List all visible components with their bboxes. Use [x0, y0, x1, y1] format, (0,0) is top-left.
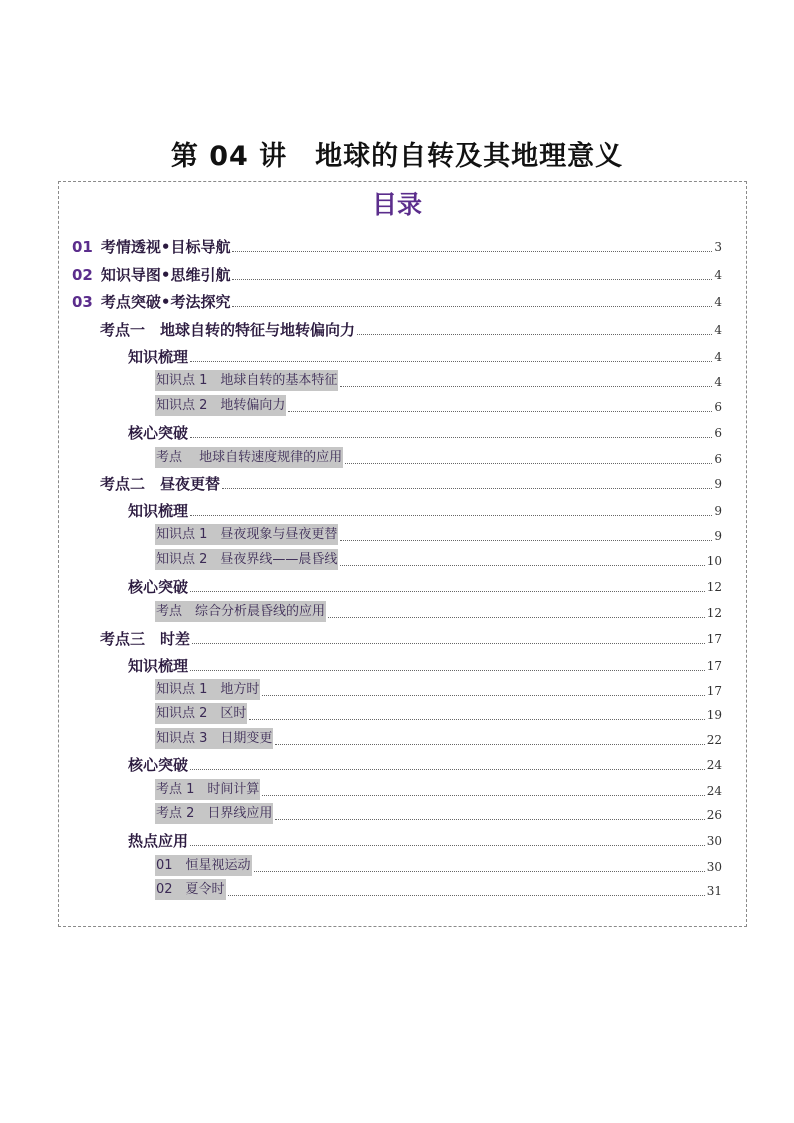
toc-page-number: 26 [706, 808, 722, 822]
toc-entry-label: 知识梳理 [128, 657, 189, 675]
toc-page-number: 3 [714, 240, 722, 254]
toc-page-number: 9 [714, 529, 722, 543]
toc-entry-knowledge-point[interactable] [155, 525, 722, 545]
toc-entry-exam-point[interactable] [155, 448, 722, 468]
dot-leader [232, 251, 712, 252]
toc-entry-hot-topic-item[interactable] [155, 856, 722, 876]
toc-page-number: 4 [714, 323, 722, 337]
toc-entry-hot-topic[interactable] [128, 830, 722, 850]
dot-leader [254, 871, 705, 872]
toc-entry-label: 知识点 1 地球自转的基本特征 [155, 370, 338, 391]
dot-leader [328, 617, 705, 618]
toc-entry-label: 知识点 2 地转偏向力 [155, 395, 286, 416]
toc-entry-knowledge-point[interactable] [155, 396, 722, 416]
toc-entry-label: 考点 2 日界线应用 [155, 803, 273, 824]
toc-page-number: 4 [714, 350, 722, 364]
toc-entry-label: 考点 1 时间计算 [155, 779, 260, 800]
toc-page-number: 10 [706, 554, 722, 568]
toc-entry-label: 考点突破•考法探究 [100, 293, 231, 311]
toc-page-number: 30 [706, 834, 722, 848]
document-title: 第 04 讲 地球的自转及其地理意义 [170, 141, 624, 172]
toc-entry-label: 考点 综合分析晨昏线的应用 [155, 601, 326, 622]
toc-page-number: 12 [706, 606, 722, 620]
toc-entry-exam-point[interactable] [155, 804, 722, 824]
dot-leader [190, 845, 705, 846]
toc-page-number: 9 [714, 477, 722, 491]
toc-entry-label: 01 恒星视运动 [155, 855, 252, 876]
toc-entry-label: 核心突破 [128, 578, 189, 596]
toc-entry-number: 03 [72, 293, 93, 311]
dot-leader [345, 463, 712, 464]
toc-entry-label: 知识梳理 [128, 502, 189, 520]
toc-heading: 目录 [371, 190, 422, 219]
toc-page-number: 17 [706, 684, 722, 698]
toc-entry-knowledge-review[interactable] [128, 346, 722, 366]
dot-leader [288, 411, 712, 412]
dot-leader [232, 306, 712, 307]
toc-page-number: 6 [714, 452, 722, 466]
toc-entry-knowledge-point[interactable] [155, 729, 722, 749]
toc-entry-label: 考点 地球自转速度规律的应用 [155, 447, 343, 468]
dot-leader [232, 279, 712, 280]
toc-page-number: 6 [714, 426, 722, 440]
dot-leader [262, 695, 704, 696]
toc-page-number: 4 [714, 295, 722, 309]
toc-page-number: 19 [706, 708, 722, 722]
toc-entry-core-breakthrough[interactable] [128, 422, 722, 442]
toc-page-number: 22 [706, 733, 722, 747]
dot-leader [357, 334, 712, 335]
toc-entry-label: 知识梳理 [128, 348, 189, 366]
dot-leader [340, 386, 712, 387]
toc-entry-number: 01 [72, 238, 93, 256]
toc-page-number: 4 [714, 268, 722, 282]
toc-entry-03[interactable] [72, 291, 722, 311]
dot-leader [275, 744, 704, 745]
toc-page-number: 30 [706, 860, 722, 874]
toc-page-number: 31 [706, 884, 722, 898]
toc-entry-label: 知识点 3 日期变更 [155, 728, 273, 749]
dot-leader [249, 719, 704, 720]
toc-entry-topic-3[interactable] [100, 628, 722, 648]
toc-entry-knowledge-review[interactable] [128, 500, 722, 520]
toc-entry-knowledge-point[interactable] [155, 680, 722, 700]
toc-entry-label: 热点应用 [128, 832, 189, 850]
toc-entry-knowledge-point[interactable] [155, 704, 722, 724]
toc-entry-hot-topic-item[interactable] [155, 880, 722, 900]
dot-leader [275, 819, 704, 820]
dot-leader [340, 540, 712, 541]
dot-leader [190, 361, 712, 362]
toc-entry-label: 考点二 昼夜更替 [100, 475, 221, 493]
toc-entry-label: 考点三 时差 [100, 630, 191, 648]
toc-page-number: 9 [714, 504, 722, 518]
toc-entry-label: 考点一 地球自转的特征与地转偏向力 [100, 321, 356, 339]
toc-entry-label: 知识点 1 昼夜现象与昼夜更替 [155, 524, 338, 545]
dot-leader [222, 488, 712, 489]
toc-page-number: 6 [714, 400, 722, 414]
toc-entry-01[interactable] [72, 236, 722, 256]
toc-entry-label: 考情透视•目标导航 [100, 238, 231, 256]
dot-leader [262, 795, 704, 796]
toc-page-number: 24 [706, 784, 722, 798]
toc-page-number: 4 [714, 375, 722, 389]
toc-entry-core-breakthrough[interactable] [128, 576, 722, 596]
dot-leader [190, 437, 712, 438]
toc-page-number: 17 [706, 632, 722, 646]
toc-entry-number: 02 [72, 266, 93, 284]
toc-entry-exam-point[interactable] [155, 602, 722, 622]
dot-leader [190, 515, 712, 516]
toc-entry-topic-1[interactable] [100, 319, 722, 339]
toc-entry-knowledge-review[interactable] [128, 655, 722, 675]
dot-leader [228, 895, 705, 896]
toc-entry-label: 核心突破 [128, 424, 189, 442]
toc-entry-label: 知识点 1 地方时 [155, 679, 260, 700]
toc-page-number: 17 [706, 659, 722, 673]
dot-leader [192, 643, 705, 644]
dot-leader [190, 591, 705, 592]
toc-entry-label: 知识导图•思维引航 [100, 266, 231, 284]
toc-entry-core-breakthrough[interactable] [128, 754, 722, 774]
toc-entry-label: 02 夏令时 [155, 879, 226, 900]
toc-entry-label: 核心突破 [128, 756, 189, 774]
dot-leader [190, 670, 705, 671]
toc-entry-label: 知识点 2 区时 [155, 703, 247, 724]
toc-entry-label: 知识点 2 昼夜界线——晨昏线 [155, 549, 338, 570]
toc-page-number: 24 [706, 758, 722, 772]
toc-page-number: 12 [706, 580, 722, 594]
toc-entry-02[interactable] [72, 264, 722, 284]
toc-entry-topic-2[interactable] [100, 473, 722, 493]
toc-entry-knowledge-point[interactable] [155, 550, 722, 570]
toc-entry-exam-point[interactable] [155, 780, 722, 800]
dot-leader [340, 565, 704, 566]
toc-entry-knowledge-point[interactable] [155, 371, 722, 391]
dot-leader [190, 769, 705, 770]
